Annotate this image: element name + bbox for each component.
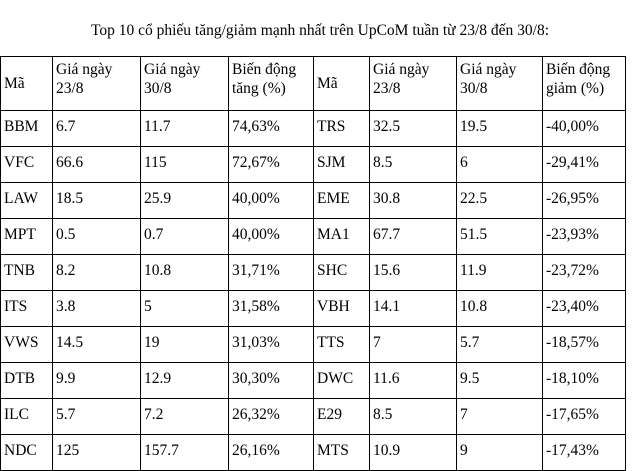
table-row [1, 255, 626, 291]
table-cell: 9 [457, 435, 543, 471]
table-cell: 7 [370, 327, 457, 363]
header-ma-losers: Mã [314, 57, 370, 111]
table-cell: DWC [314, 363, 370, 399]
table-row [1, 219, 626, 255]
header-ma-gainers: Mã [1, 57, 53, 111]
table-row [1, 183, 626, 219]
table-row [1, 147, 626, 183]
table-cell: 115 [141, 147, 229, 183]
table-cell: 72,67% [229, 147, 314, 183]
header-line: 23/8 [56, 80, 84, 97]
table-row [1, 111, 626, 147]
header-price-start-gainers [53, 57, 141, 111]
table-cell: E29 [314, 399, 370, 435]
table-cell: MPT [1, 219, 53, 255]
table-cell: 0.7 [141, 219, 229, 255]
table-cell: 26,32% [229, 399, 314, 435]
header-line: Giá ngày [373, 61, 430, 78]
header-line: Giá ngày [56, 61, 113, 78]
header-line: 23/8 [373, 80, 401, 97]
table-cell: 7 [457, 399, 543, 435]
table-cell: 11.6 [370, 363, 457, 399]
table-cell: 31,71% [229, 255, 314, 291]
table-row [1, 327, 626, 363]
table-cell: VBH [314, 291, 370, 327]
table-cell: -26,95% [543, 183, 626, 219]
table-cell: ILC [1, 399, 53, 435]
table-cell: ITS [1, 291, 53, 327]
table-cell: 74,63% [229, 111, 314, 147]
table-cell: EME [314, 183, 370, 219]
table-cell: -23,93% [543, 219, 626, 255]
table-cell: DTB [1, 363, 53, 399]
table-cell: 6 [457, 147, 543, 183]
table-cell: -23,40% [543, 291, 626, 327]
table-cell: TRS [314, 111, 370, 147]
table-cell: 8.5 [370, 399, 457, 435]
table-cell: 12.9 [141, 363, 229, 399]
header-price-end-losers [457, 57, 543, 111]
table-row [1, 363, 626, 399]
table-cell: 9.5 [457, 363, 543, 399]
header-line: Biến động [232, 61, 297, 78]
table-cell: 22.5 [457, 183, 543, 219]
table-cell: 9.9 [53, 363, 141, 399]
table-cell: TNB [1, 255, 53, 291]
table-cell: 19.5 [457, 111, 543, 147]
table-cell: 31,58% [229, 291, 314, 327]
table-cell: 30,30% [229, 363, 314, 399]
table-cell: 8.2 [53, 255, 141, 291]
page-title: Top 10 cổ phiếu tăng/giảm mạnh nhất trên UpCoM tuần từ 23/8 đến 30/8: [90, 22, 550, 39]
table-cell: 31,03% [229, 327, 314, 363]
table-cell: 40,00% [229, 219, 314, 255]
table-cell: 5 [141, 291, 229, 327]
table-cell: 10.8 [457, 291, 543, 327]
table-cell: 125 [53, 435, 141, 471]
table-cell: MTS [314, 435, 370, 471]
table-cell: LAW [1, 183, 53, 219]
table-cell: MA1 [314, 219, 370, 255]
table-cell: 11.7 [141, 111, 229, 147]
header-line: giảm (%) [546, 80, 605, 97]
table-cell: 8.5 [370, 147, 457, 183]
table-cell: 6.7 [53, 111, 141, 147]
header-price-start-losers [370, 57, 457, 111]
table-cell: -40,00% [543, 111, 626, 147]
table-cell: -29,41% [543, 147, 626, 183]
table-cell: 32.5 [370, 111, 457, 147]
table-row [1, 435, 626, 471]
header-price-end-gainers [141, 57, 229, 111]
table-cell: -23,72% [543, 255, 626, 291]
table-cell: 51.5 [457, 219, 543, 255]
header-change-losers [543, 57, 626, 111]
table-row [1, 291, 626, 327]
table-header-row [1, 57, 626, 111]
table-cell: 11.9 [457, 255, 543, 291]
table-cell: 15.6 [370, 255, 457, 291]
table-cell: 14.5 [53, 327, 141, 363]
table-cell: -17,65% [543, 399, 626, 435]
table-cell: SJM [314, 147, 370, 183]
table-cell: 30.8 [370, 183, 457, 219]
table-cell: 0.5 [53, 219, 141, 255]
header-line: Giá ngày [144, 61, 201, 78]
table-cell: -18,10% [543, 363, 626, 399]
table-cell: 40,00% [229, 183, 314, 219]
table-cell: 10.9 [370, 435, 457, 471]
table-cell: 3.8 [53, 291, 141, 327]
table-cell: BBM [1, 111, 53, 147]
table-cell: VWS [1, 327, 53, 363]
table-cell: SHC [314, 255, 370, 291]
table-cell: NDC [1, 435, 53, 471]
table-cell: 5.7 [53, 399, 141, 435]
table-cell: 19 [141, 327, 229, 363]
table-cell: 10.8 [141, 255, 229, 291]
table-cell: 7.2 [141, 399, 229, 435]
table-cell: 157.7 [141, 435, 229, 471]
table-row [1, 399, 626, 435]
header-line: 30/8 [460, 80, 488, 97]
table-cell: 26,16% [229, 435, 314, 471]
table-cell: 5.7 [457, 327, 543, 363]
table-cell: -18,57% [543, 327, 626, 363]
header-line: Giá ngày [460, 61, 517, 78]
header-line: Biến động [546, 61, 611, 78]
header-change-gainers [229, 57, 314, 111]
table-cell: 67.7 [370, 219, 457, 255]
stock-table [0, 56, 626, 471]
table-cell: 18.5 [53, 183, 141, 219]
table-cell: 66.6 [53, 147, 141, 183]
table-cell: 14.1 [370, 291, 457, 327]
table-cell: 25.9 [141, 183, 229, 219]
table-cell: VFC [1, 147, 53, 183]
header-line: tăng (%) [232, 80, 286, 97]
table-cell: -17,43% [543, 435, 626, 471]
table-cell: TTS [314, 327, 370, 363]
header-line: 30/8 [144, 80, 172, 97]
